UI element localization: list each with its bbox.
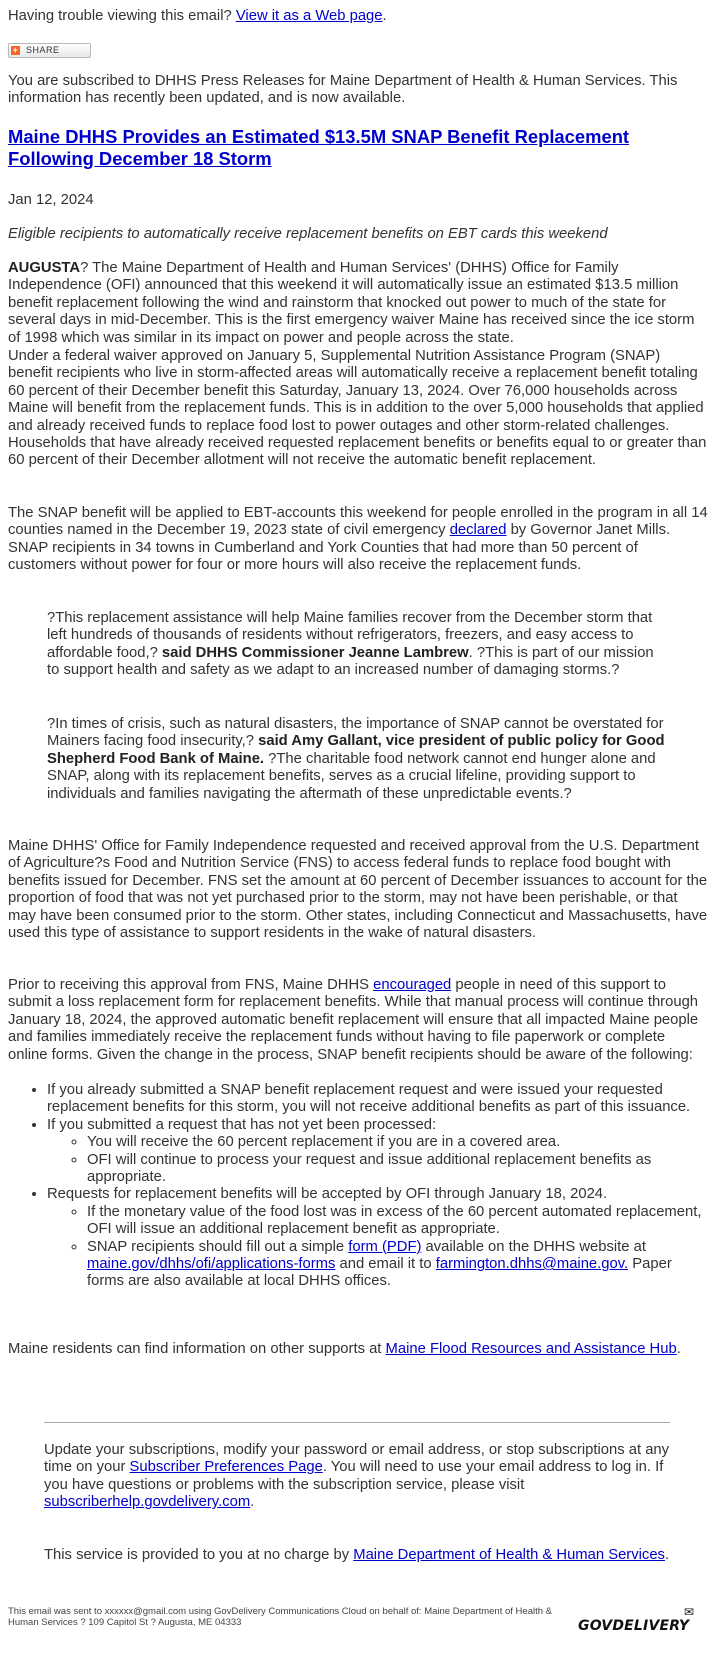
trouble-text: Having trouble viewing this email? [8,8,236,24]
subscriber-help-link[interactable]: subscriberhelp.govdelivery.com [44,1494,251,1511]
article-date: Jan 12, 2024 [8,192,94,208]
quote-gallant-attribution: said Amy Gallant, vice president of public policy for Good Shepherd Food Bank of Maine. [47,733,665,767]
quote-lambrew-text-a: ?This replacement assistance will help Maine families recover from the December storm that left hundreds of thousands of residents without refrigerators, freezers, and easy access to affordable food,? [47,610,653,661]
footer-divider [44,1422,670,1423]
quote-lambrew-text-b: . ?This is part of our mission to support health and safety as we adapt to an increased number of damaging storms.? [47,644,654,679]
sub-list-item [87,1239,708,1291]
paragraph-resources [8,1341,708,1358]
sub-list-item-text-c: and email it to [335,1256,436,1273]
list-item-text: Requests for replacement benefits will be accepted by OFI through January 18, 2024. [47,1186,608,1203]
sub-list-item-text-d: Paper forms are also available at local DHHS offices. [87,1256,672,1290]
article-title-link[interactable]: Maine DHHS Provides an Estimated $13.5M SNAP Benefit Replacement Following December 18 Storm [8,126,630,169]
encouraged-link[interactable]: encouraged [373,977,452,993]
footer-provider-text-b: . [664,1547,670,1563]
plus-icon: + [12,45,19,55]
flood-hub-link[interactable]: Maine Flood Resources and Assistance Hub [385,1341,677,1357]
dhhs-link[interactable]: Maine Department of Health & Human Services [353,1547,665,1563]
legal-footer: This email was sent to xxxxxx@gmail.com using GovDelivery Communications Cloud on behalf of: Maine Department of Health & Human Services ? 109 Capitol St ? Augusta, ME 04333 [8,1606,552,1628]
paragraph-resources-text-a: Maine residents can find information on other supports at [8,1341,386,1357]
paragraph-ebt [8,505,708,575]
paragraph-intro-text: ? The Maine Department of Health and Human Services' (DHHS) Office for Family Independence (OFI) announced that this weekend it will automatically issue an estimated $13.5 million benefit replacement following the wind and rainstorm that knocked out power to much of the state for several days in mid-December. This is the first emergency waiver Maine has received since the ice storm of 1998 which was similar in its impact on power and people across the state. [8,260,695,346]
list-item-text: If you submitted a request that has not yet been processed: [47,1116,437,1133]
farmington-email-link[interactable]: farmington.dhhs@maine.gov. [435,1256,629,1273]
paragraph-prior [8,977,708,1064]
footer-subscriptions [44,1442,670,1512]
sub-list-item-text-b: available on the DHHS website at [421,1238,646,1255]
paragraph-fns: Maine DHHS' Office for Family Independence requested and received approval from the U.S. Department of Agriculture?s Food and Nutrition Service (FNS) to access federal funds to replace food bought with benefits issued for December. FNS set the amount at 60 percent of December issuances to account for the proportion of food that was not yet purchased prior to the storm, may not have been perishable, or that may have been consumed prior to the storm. Other states, including Connecticut and Massachusetts, have used this type of assistance to support residents in the wake of natural disasters. [8,838,708,942]
trouble-line [8,8,387,25]
sub-list-item: ◦ OFI will continue to process your request and issue additional replacement benefits as appropriate. [87,1152,708,1187]
subscriber-preferences-link[interactable]: Subscriber Preferences Page [129,1459,323,1476]
list-item: • If you already submitted a SNAP benefit replacement request and were issued your requested replacement benefits for this storm, you will not receive additional benefits as part of this issuance. [47,1082,708,1117]
share-label: SHARE [26,45,60,55]
trouble-end: . [382,8,387,24]
govdelivery-logo: GOVDELIVERY [578,1618,690,1634]
quote-gallant-text-b: ?The charitable food network cannot end hunger alone and SNAP, along with its replacement benefits, serves as a crucial lifeline, providing support to individuals and families navigating the aftermath of these unpredictable events.? [47,750,656,802]
web-page-link[interactable]: View it as a Web page [235,8,383,24]
footer-subscriptions-text-c: . [250,1494,255,1511]
quote-lambrew-attribution: said DHHS Commissioner Jeanne Lambrew [161,644,469,661]
applications-forms-link[interactable]: maine.gov/dhhs/ofi/applications-forms [87,1256,336,1273]
sub-list-item: ◦ If the monetary value of the food lost was in excess of the 60 percent automated replacement, OFI will issue an additional replacement benefit as appropriate. [87,1204,708,1239]
sub-list-item: ◦ You will receive the 60 percent replacement if you are in a covered area. [87,1134,708,1151]
article-subhead: Eligible recipients to automatically receive replacement benefits on EBT cards this weekend [8,226,608,242]
paragraph-intro [8,260,708,347]
subscription-notice: You are subscribed to DHHS Press Releases for Maine Department of Health & Human Services. This information has recently been updated, and is now available. [8,73,678,107]
footer-subscriptions-text-b: . You will need to use your email address to log in. If you have questions or problems with the subscription service, please visit [44,1459,664,1493]
paragraph-ebt-text-b: by Governor Janet Mills. SNAP recipients in 34 towns in Cumberland and York Counties that had more than 50 percent of customers without power for four or more hours will also receive the replacement funds. [8,522,671,574]
quote-lambrew [47,610,665,680]
paragraph-ebt-text-a: The SNAP benefit will be applied to EBT-accounts this weekend for people enrolled in the program in all 14 counties named in the December 19, 2023 state of civil emergency [8,505,708,539]
guidance-list [8,1082,708,1291]
dateline: AUGUSTA [8,260,81,276]
declared-link[interactable]: declared [449,522,507,539]
footer-provider [44,1547,670,1564]
paragraph-prior-text-a: Prior to receiving this approval from FNS, Maine DHHS [8,977,374,993]
form-pdf-link[interactable]: form (PDF) [348,1238,422,1255]
quote-gallant [47,716,665,803]
quote-gallant-text-a: ?In times of crisis, such as natural disasters, the importance of SNAP cannot be overstated for Mainers facing food insecurity,? [47,716,664,750]
list-item [47,1186,708,1290]
share-button[interactable] [8,43,91,58]
footer-subscriptions-text-a: Update your subscriptions, modify your password or email address, or stop subscriptions at any time on your [44,1442,670,1476]
paragraph-prior-text-b: people in need of this support to submit a loss replacement form for replacement benefits. While that manual process will continue through January 18, 2024, the approved automatic benefit replacement will ensure that all impacted Maine people and families immediately receive the replacement funds without having to file paperwork or complete online forms. Given the change in the process, SNAP benefit recipients should be aware of the following: [8,977,699,1063]
paragraph-waiver: Under a federal waiver approved on January 5, Supplemental Nutrition Assistance Program (SNAP) benefit recipients who live in storm-affected areas will automatically receive a replacement benefit totaling 60 percent of their December benefit this Saturday, January 13, 2024. Over 76,000 households across Maine will benefit from the replacement funds. This is in addition to the over 5,000 households that applied and already received funds to replace food lost to power outages and other storm-related challenges. Households that have already received requested replacement benefits or benefits equal to or greater than 60 percent of their December allotment will not receive the automatic benefit replacement. [8,348,707,469]
list-item [47,1117,708,1187]
sub-list-item-text-a: SNAP recipients should fill out a simple [87,1238,349,1255]
envelope-icon: ✉ [684,1605,695,1619]
footer-provider-text-a: This service is provided to you at no charge by [44,1547,354,1563]
paragraph-resources-text-b: . [676,1341,681,1357]
